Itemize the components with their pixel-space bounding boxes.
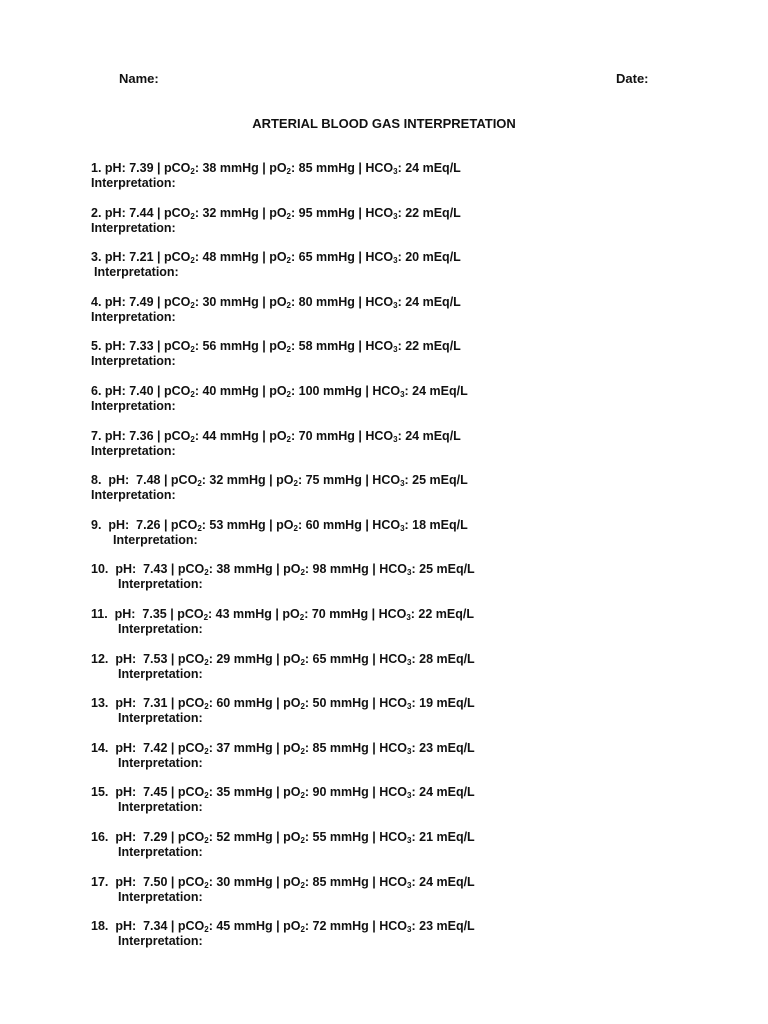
subscript: 2: [197, 523, 202, 533]
hco3-label: HCO: [365, 161, 394, 175]
pco2-value: : 45 mmHg |: [208, 919, 284, 934]
po2-label: pO: [283, 830, 301, 844]
problem-number: 15.: [91, 785, 116, 800]
po2-label: pO: [276, 473, 294, 488]
pco2-value: : 32 mmHg |: [201, 473, 277, 488]
subscript: 3: [407, 791, 412, 801]
subscript: 3: [407, 925, 412, 935]
po2-value: : 65 mmHg |: [291, 250, 366, 265]
problem-number: 12.: [91, 651, 116, 666]
problem-number: 6.: [91, 384, 105, 398]
subscript: 2: [190, 211, 195, 221]
subscript: 3: [407, 746, 412, 756]
abg-values-line: [91, 384, 468, 399]
pco2-label: pCO: [177, 651, 205, 666]
pco2-label: pCO: [163, 205, 191, 220]
abg-values-line: [91, 206, 461, 221]
interpretation-label: Interpretation:: [91, 488, 176, 503]
interpretation-label: Interpretation:: [118, 889, 203, 904]
abg-problem: [91, 295, 461, 325]
subscript: 2: [286, 300, 291, 310]
pco2-label: pCO: [170, 473, 198, 488]
ph-value: pH: 7.48 |: [108, 473, 171, 488]
subscript: 2: [190, 390, 195, 399]
subscript: 2: [293, 523, 298, 533]
ph-value: pH: 7.53 |: [115, 651, 178, 666]
interpretation-label: Interpretation:: [94, 265, 179, 280]
subscript: 3: [393, 434, 398, 444]
ph-value: pH: 7.29 |: [115, 830, 178, 844]
interpretation-label: Interpretation:: [91, 220, 176, 235]
ph-value: pH: 7.21 |: [104, 250, 164, 265]
subscript: 3: [393, 345, 398, 355]
po2-label: pO: [269, 339, 287, 354]
subscript: 2: [300, 925, 305, 935]
ph-value: pH: 7.50 |: [115, 874, 178, 889]
hco3-label: HCO: [378, 607, 407, 621]
problem-number: 2.: [91, 205, 105, 220]
interpretation-label: Interpretation:: [118, 622, 203, 636]
pco2-value: : 53 mmHg |: [201, 517, 277, 532]
ph-value: pH: 7.45 |: [115, 785, 178, 800]
ph-value: pH: 7.35 |: [114, 607, 178, 621]
interpretation-label: Interpretation:: [91, 354, 176, 369]
hco3-value: : 21 mEq/L: [411, 830, 475, 844]
po2-value: : 85 mmHg |: [304, 874, 380, 889]
pco2-value: : 30 mmHg |: [194, 294, 270, 309]
hco3-value: : 25 mEq/L: [411, 562, 475, 577]
abg-problem: [91, 562, 475, 592]
subscript: 3: [407, 836, 412, 845]
abg-problem: [91, 429, 461, 459]
po2-label: pO: [282, 607, 300, 621]
subscript: 2: [190, 345, 195, 355]
po2-label: pO: [269, 294, 287, 309]
abg-problem: [91, 518, 468, 548]
subscript: 2: [300, 702, 305, 712]
problem-number: 1.: [91, 161, 105, 175]
abg-problem: [91, 206, 461, 236]
subscript: 3: [407, 702, 412, 712]
interpretation-label: Interpretation:: [91, 309, 176, 324]
subscript: 2: [190, 167, 195, 176]
subscript: 3: [406, 613, 411, 622]
hco3-label: HCO: [379, 740, 408, 755]
hco3-label: HCO: [372, 473, 401, 488]
pco2-value: : 52 mmHg |: [208, 830, 284, 844]
subscript: 3: [393, 211, 398, 221]
subscript: 2: [204, 880, 209, 890]
po2-label: pO: [269, 205, 287, 220]
po2-label: pO: [283, 919, 301, 934]
pco2-value: : 32 mmHg |: [194, 205, 270, 220]
hco3-label: HCO: [379, 785, 408, 800]
pco2-label: pCO: [163, 384, 191, 398]
problem-number: 9.: [91, 517, 109, 532]
po2-value: : 100 mmHg |: [291, 384, 373, 398]
abg-problem: [91, 339, 461, 369]
problem-number: 7.: [91, 428, 105, 443]
ph-value: pH: 7.39 |: [104, 161, 164, 175]
hco3-label: HCO: [365, 294, 394, 309]
po2-value: : 58 mmHg |: [291, 339, 366, 354]
ph-value: pH: 7.26 |: [108, 517, 171, 532]
pco2-value: : 37 mmHg |: [208, 740, 284, 755]
ph-value: pH: 7.44 |: [104, 205, 164, 220]
hco3-value: : 24 mEq/L: [404, 384, 468, 398]
subscript: 2: [204, 657, 209, 667]
abg-values-line: [91, 161, 461, 176]
abg-values-line: [91, 250, 461, 265]
po2-value: : 95 mmHg |: [291, 205, 366, 220]
po2-label: pO: [269, 250, 287, 265]
abg-values-line: [91, 830, 475, 845]
interpretation-label: Interpretation:: [91, 443, 176, 458]
page-title: ARTERIAL BLOOD GAS INTERPRETATION: [252, 116, 516, 131]
po2-value: : 70 mmHg |: [304, 607, 379, 621]
abg-values-line: [91, 696, 475, 711]
interpretation-label: Interpretation:: [91, 176, 176, 190]
abg-values-line: [91, 339, 461, 354]
po2-value: : 80 mmHg |: [291, 294, 366, 309]
hco3-value: : 23 mEq/L: [411, 919, 475, 934]
hco3-value: : 24 mEq/L: [411, 785, 475, 800]
pco2-value: : 60 mmHg |: [208, 696, 284, 711]
abg-problem: [91, 384, 468, 414]
pco2-label: pCO: [177, 919, 205, 934]
subscript: 2: [300, 657, 305, 667]
pco2-value: : 48 mmHg |: [194, 250, 270, 265]
abg-values-line: [91, 741, 475, 756]
subscript: 3: [393, 167, 398, 176]
hco3-value: : 18 mEq/L: [404, 517, 468, 532]
po2-label: pO: [283, 874, 301, 889]
pco2-value: : 40 mmHg |: [194, 384, 270, 398]
po2-value: : 50 mmHg |: [304, 696, 380, 711]
abg-problem: [91, 830, 475, 860]
problem-number: 8.: [91, 473, 109, 488]
interpretation-label: Interpretation:: [118, 934, 203, 949]
hco3-value: : 23 mEq/L: [411, 740, 475, 755]
hco3-value: : 22 mEq/L: [410, 607, 475, 621]
problem-number: 18.: [91, 919, 116, 934]
hco3-label: HCO: [379, 874, 408, 889]
hco3-value: : 25 mEq/L: [404, 473, 468, 488]
po2-value: : 55 mmHg |: [304, 830, 380, 844]
hco3-label: HCO: [365, 428, 394, 443]
abg-values-line: [91, 473, 468, 488]
po2-label: pO: [283, 740, 301, 755]
pco2-label: pCO: [177, 874, 205, 889]
hco3-label: HCO: [379, 651, 408, 666]
po2-label: pO: [269, 428, 287, 443]
problem-number: 4.: [91, 294, 105, 309]
subscript: 3: [407, 880, 412, 890]
pco2-value: : 44 mmHg |: [194, 428, 270, 443]
hco3-value: : 22 mEq/L: [397, 205, 461, 220]
problem-number: 17.: [91, 874, 116, 889]
pco2-label: pCO: [177, 740, 205, 755]
ph-value: pH: 7.33 |: [104, 339, 164, 354]
subscript: 3: [400, 479, 405, 489]
subscript: 2: [204, 746, 209, 756]
pco2-label: pCO: [177, 785, 205, 800]
date-label: Date:: [616, 71, 649, 86]
po2-label: pO: [283, 562, 301, 577]
po2-value: : 85 mmHg |: [304, 740, 380, 755]
hco3-label: HCO: [379, 830, 408, 844]
hco3-label: HCO: [379, 696, 408, 711]
po2-label: pO: [283, 651, 301, 666]
subscript: 2: [204, 925, 209, 935]
ph-value: pH: 7.31 |: [115, 696, 178, 711]
subscript: 2: [190, 256, 195, 266]
abg-problem: [91, 785, 475, 815]
interpretation-label: Interpretation:: [118, 755, 203, 770]
interpretation-label: Interpretation:: [118, 666, 203, 681]
hco3-value: : 28 mEq/L: [411, 651, 475, 666]
interpretation-label: Interpretation:: [113, 532, 198, 547]
subscript: 3: [393, 300, 398, 310]
po2-value: : 60 mmHg |: [297, 517, 373, 532]
subscript: 2: [203, 613, 209, 622]
po2-value: : 98 mmHg |: [304, 562, 380, 577]
abg-problem: [91, 919, 475, 949]
subscript: 2: [300, 746, 305, 756]
hco3-value: : 24 mEq/L: [397, 294, 461, 309]
po2-value: : 65 mmHg |: [304, 651, 380, 666]
subscript: 2: [286, 256, 291, 266]
hco3-value: : 24 mEq/L: [397, 428, 461, 443]
po2-label: pO: [269, 161, 287, 175]
po2-value: : 70 mmHg |: [291, 428, 366, 443]
problem-number: 16.: [91, 830, 116, 844]
po2-value: : 90 mmHg |: [304, 785, 380, 800]
po2-label: pO: [283, 696, 301, 711]
abg-problem: [91, 161, 461, 191]
subscript: 3: [400, 523, 405, 533]
interpretation-label: Interpretation:: [118, 577, 203, 592]
pco2-value: : 38 mmHg |: [208, 562, 284, 577]
name-label: Name:: [119, 71, 159, 86]
subscript: 2: [190, 434, 195, 444]
pco2-value: : 43 mmHg |: [208, 607, 283, 621]
hco3-label: HCO: [372, 517, 401, 532]
pco2-value: : 35 mmHg |: [208, 785, 284, 800]
pco2-value: : 56 mmHg |: [194, 339, 270, 354]
ph-value: pH: 7.34 |: [115, 919, 178, 934]
abg-values-line: [91, 518, 468, 533]
interpretation-label: Interpretation:: [91, 399, 176, 413]
problem-number: 13.: [91, 696, 116, 711]
hco3-label: HCO: [379, 919, 408, 934]
abg-values-line: [91, 919, 475, 934]
hco3-value: : 24 mEq/L: [397, 161, 461, 175]
hco3-label: HCO: [365, 250, 394, 265]
subscript: 2: [300, 791, 305, 801]
problem-number: 5.: [91, 339, 105, 354]
abg-values-line: [91, 562, 475, 577]
abg-values-line: [91, 785, 475, 800]
pco2-label: pCO: [177, 830, 205, 844]
ph-value: pH: 7.43 |: [115, 562, 178, 577]
subscript: 2: [204, 791, 209, 801]
subscript: 2: [197, 479, 202, 489]
subscript: 2: [286, 434, 291, 444]
po2-label: pO: [276, 517, 294, 532]
abg-values-line: [91, 429, 461, 444]
po2-label: pO: [283, 785, 301, 800]
pco2-label: pCO: [163, 250, 191, 265]
abg-values-line: [91, 652, 475, 667]
abg-problem: [91, 473, 468, 503]
hco3-value: : 20 mEq/L: [397, 250, 461, 265]
abg-problem: [91, 696, 475, 726]
pco2-label: pCO: [163, 339, 191, 354]
ph-value: pH: 7.36 |: [104, 428, 164, 443]
subscript: 2: [204, 836, 209, 845]
subscript: 3: [407, 568, 412, 578]
pco2-value: : 30 mmHg |: [208, 874, 284, 889]
hco3-value: : 22 mEq/L: [397, 339, 461, 354]
subscript: 2: [300, 880, 305, 890]
pco2-label: pCO: [163, 428, 191, 443]
hco3-value: : 19 mEq/L: [411, 696, 475, 711]
hco3-label: HCO: [372, 384, 401, 398]
subscript: 2: [300, 836, 305, 845]
pco2-label: pCO: [170, 517, 198, 532]
pco2-label: pCO: [177, 696, 205, 711]
pco2-label: pCO: [163, 161, 191, 175]
pco2-value: : 38 mmHg |: [194, 161, 270, 175]
subscript: 2: [204, 702, 209, 712]
po2-value: : 75 mmHg |: [297, 473, 373, 488]
problem-number: 11.: [91, 607, 115, 621]
subscript: 2: [204, 568, 209, 578]
problem-number: 14.: [91, 740, 116, 755]
interpretation-label: Interpretation:: [118, 800, 203, 815]
subscript: 3: [400, 390, 405, 399]
hco3-label: HCO: [379, 562, 408, 577]
abg-problem: [91, 607, 474, 637]
subscript: 2: [286, 345, 291, 355]
problem-number: 10.: [91, 562, 116, 577]
pco2-value: : 29 mmHg |: [208, 651, 284, 666]
pco2-label: pCO: [163, 294, 191, 309]
po2-value: : 85 mmHg |: [291, 161, 366, 175]
subscript: 2: [286, 211, 291, 221]
subscript: 2: [286, 390, 291, 399]
subscript: 2: [190, 300, 195, 310]
subscript: 2: [299, 613, 305, 622]
problem-number: 3.: [91, 250, 105, 265]
hco3-label: HCO: [365, 205, 394, 220]
subscript: 3: [393, 256, 398, 266]
po2-value: : 72 mmHg |: [304, 919, 380, 934]
subscript: 2: [293, 479, 298, 489]
abg-values-line: [91, 295, 461, 310]
hco3-label: HCO: [365, 339, 394, 354]
subscript: 2: [300, 568, 305, 578]
hco3-value: : 24 mEq/L: [411, 874, 475, 889]
interpretation-label: Interpretation:: [118, 711, 203, 726]
abg-problem: [91, 875, 475, 905]
ph-value: pH: 7.49 |: [104, 294, 164, 309]
pco2-label: pCO: [177, 562, 205, 577]
abg-problem: [91, 741, 475, 771]
po2-label: pO: [269, 384, 287, 398]
subscript: 3: [407, 657, 412, 667]
ph-value: pH: 7.42 |: [115, 740, 178, 755]
subscript: 2: [286, 167, 291, 176]
abg-values-line: [91, 607, 474, 622]
abg-problem: [91, 250, 461, 280]
ph-value: pH: 7.40 |: [104, 384, 164, 398]
abg-problem: [91, 652, 475, 682]
abg-values-line: [91, 875, 475, 890]
pco2-label: pCO: [177, 607, 204, 621]
interpretation-label: Interpretation:: [118, 845, 203, 859]
